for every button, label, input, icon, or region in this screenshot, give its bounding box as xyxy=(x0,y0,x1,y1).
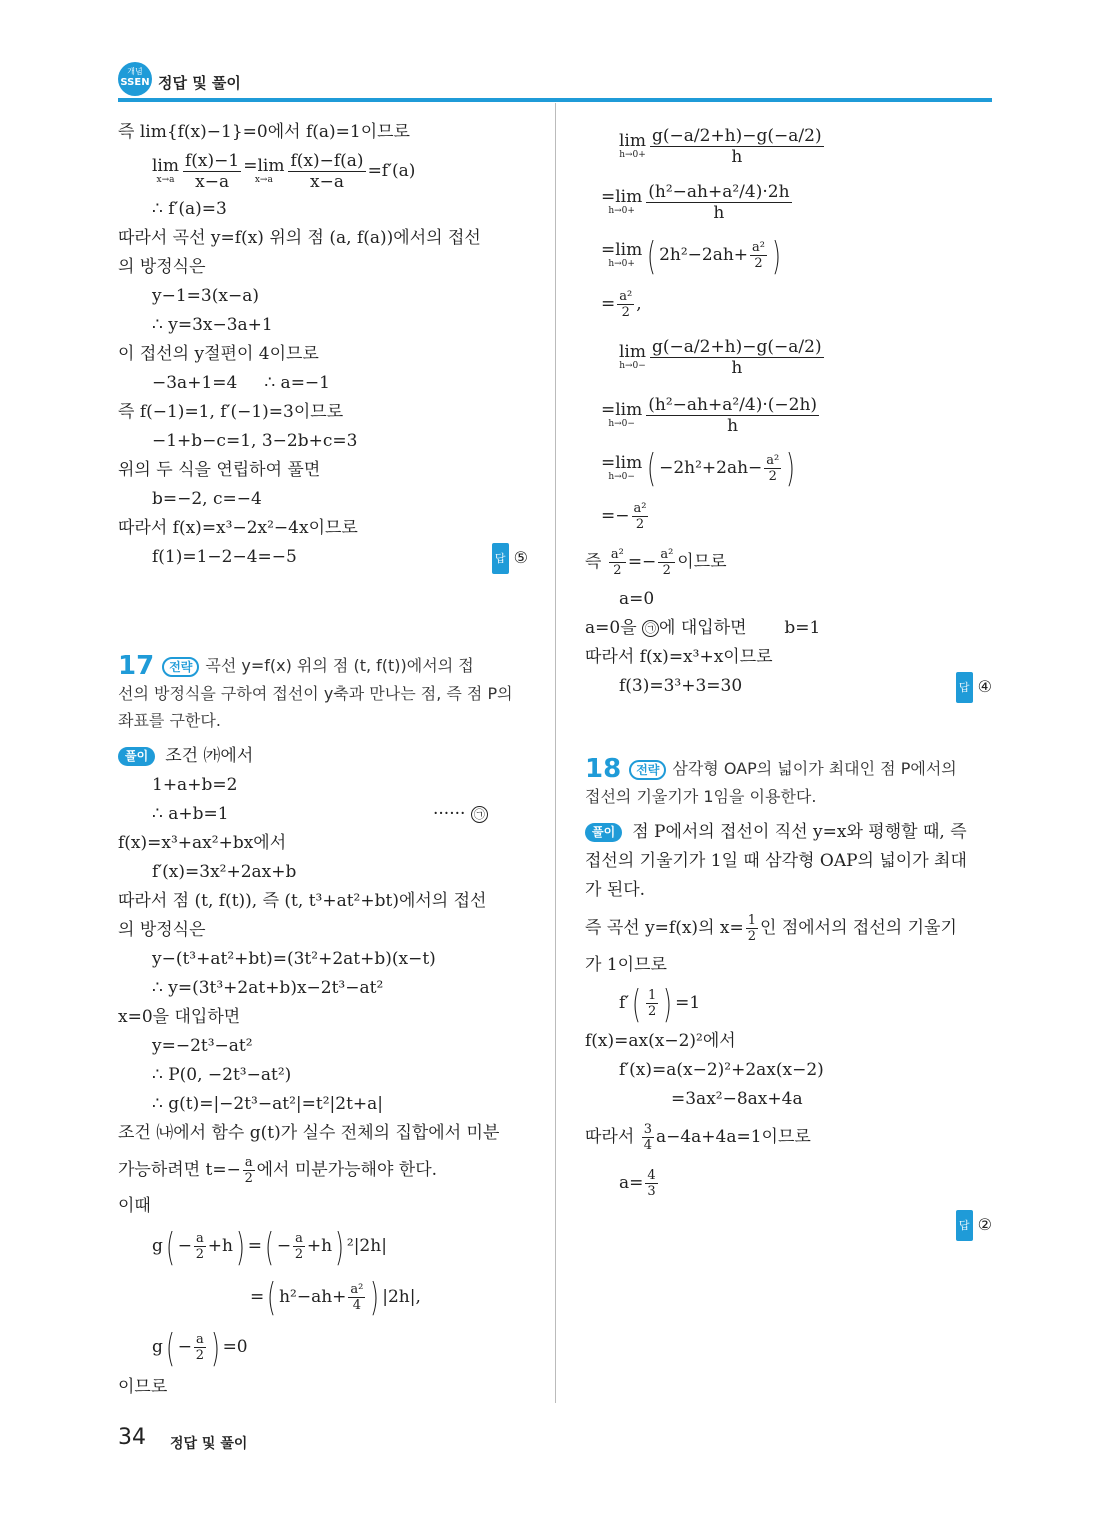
text: g xyxy=(152,1236,163,1256)
right-line-13 xyxy=(585,672,992,701)
fraction xyxy=(617,289,634,320)
numerator: a² xyxy=(350,1281,364,1297)
p18-line-11 xyxy=(585,1160,992,1206)
text: |2h|, xyxy=(382,1286,421,1307)
denominator: 2 xyxy=(754,256,763,271)
denominator: 2 xyxy=(768,468,777,484)
numerator: 4 xyxy=(647,1167,656,1183)
p17-line-11: y=−2t³−at² xyxy=(152,1036,253,1056)
denominator: 4 xyxy=(643,1137,652,1153)
p17-line-7: 의 방정식은 xyxy=(118,920,206,940)
numerator: a² xyxy=(752,240,766,255)
text: 에서 미분가능해야 한다. xyxy=(256,1160,438,1180)
fraction xyxy=(646,182,791,223)
text: − xyxy=(177,1337,192,1357)
numerator: a² xyxy=(610,547,624,562)
left-line-9: −3a+1=4 ∴ a=−1 xyxy=(152,373,330,393)
limit xyxy=(601,399,643,429)
right-line-1 xyxy=(585,118,992,174)
problem-number: 17 xyxy=(118,651,155,681)
right-line-11 xyxy=(585,614,992,643)
equation-marker xyxy=(433,800,488,829)
text: +h xyxy=(207,1236,233,1256)
answer-value: ④ xyxy=(977,677,992,696)
right-line-8 xyxy=(585,493,992,539)
fraction xyxy=(288,151,365,192)
limit xyxy=(601,452,643,482)
fraction xyxy=(658,547,675,578)
text: f(1)=1−2−4=−5 xyxy=(152,547,297,567)
header-title: 정답 및 풀이 xyxy=(158,74,241,92)
left-line-2 xyxy=(118,147,528,195)
text: 에 대입하면 b=1 xyxy=(659,618,821,638)
text: = xyxy=(601,293,616,314)
spacer xyxy=(118,572,528,652)
lim-word: =lim xyxy=(601,452,643,473)
page-header xyxy=(118,60,992,102)
p18-line-10 xyxy=(585,1114,992,1160)
text: f′ xyxy=(619,993,630,1013)
paren-close: ) xyxy=(786,446,796,490)
problem-17-strategy xyxy=(118,652,528,734)
denominator: 2 xyxy=(662,563,671,578)
left-line-4: 따라서 곡선 y=f(x) 위의 점 (a, f(a))에서의 접선 xyxy=(118,228,481,248)
text: 곡선 y=f(x) 위의 점 (t, f(t))에서의 접 xyxy=(205,656,474,675)
lim-word: =lim xyxy=(243,156,285,176)
paren-open: ( xyxy=(267,1275,277,1319)
lim-sub: x→a xyxy=(254,175,273,185)
answer-label: 답 xyxy=(956,1210,973,1241)
fraction xyxy=(642,1122,654,1153)
p17-line-3 xyxy=(118,800,528,829)
p17-line-18 xyxy=(118,1272,528,1323)
left-line-15 xyxy=(118,543,528,572)
p17-line-13: ∴ g(t)=|−2t³−at²|=t²|2t+a| xyxy=(152,1094,384,1114)
denominator: h xyxy=(713,203,725,223)
answer-badge xyxy=(956,1210,992,1241)
numerator: a² xyxy=(766,452,780,468)
lim-sub: h→0− xyxy=(619,360,646,371)
paren-close: ) xyxy=(210,1325,220,1370)
text: =− xyxy=(601,506,630,526)
limit xyxy=(601,242,642,269)
limit xyxy=(601,189,642,216)
text: 점 P에서의 접선이 직선 y=x와 평행할 때, 즉 xyxy=(632,822,967,842)
p18-line-9: =3ax²−8ax+4a xyxy=(671,1088,803,1109)
p17-line-15 xyxy=(118,1148,528,1192)
limit xyxy=(619,341,646,371)
lim-word: =lim xyxy=(601,240,643,260)
right-column xyxy=(585,118,992,1234)
strategy-tag: 전략 xyxy=(162,657,199,677)
left-line-6: y−1=3(x−a) xyxy=(152,286,259,306)
text: a=0을 xyxy=(585,618,637,638)
fraction xyxy=(746,913,758,944)
paren-open: ( xyxy=(165,1224,175,1269)
numerator: f(x)−f(a) xyxy=(290,151,364,171)
text: 즉 xyxy=(585,552,602,572)
answer-value: ② xyxy=(977,1214,992,1234)
answer-label: 답 xyxy=(492,543,509,574)
fraction xyxy=(194,1231,206,1262)
left-line-3: ∴ f′(a)=3 xyxy=(152,199,227,219)
limit xyxy=(243,158,284,185)
logo-line2: SSEN xyxy=(120,77,150,88)
numerator: g(−a/2+h)−g(−a/2) xyxy=(652,126,822,146)
limit xyxy=(152,158,179,185)
logo-line1: 개념 xyxy=(127,67,143,76)
text: a−4a+4a=1이므로 xyxy=(655,1126,811,1147)
right-line-5 xyxy=(585,327,992,387)
numerator: a² xyxy=(660,547,674,562)
p18-line-4 xyxy=(585,905,992,951)
left-line-5: 의 방정식은 xyxy=(118,257,206,277)
p18-line-3: 가 된다. xyxy=(585,880,646,900)
p17-line-8: y−(t³+at²+bt)=(3t²+2at+b)(x−t) xyxy=(152,949,436,969)
right-line-3 xyxy=(585,230,992,281)
numerator: a xyxy=(244,1155,253,1170)
paren-open: ( xyxy=(632,981,642,1026)
p17-line-10: x=0을 대입하면 xyxy=(118,1007,241,1027)
text: f(3)=3³+3=30 xyxy=(619,676,743,696)
text: =f′(a) xyxy=(367,161,416,181)
numerator: a xyxy=(195,1332,204,1347)
lim-sub: h→0− xyxy=(608,471,635,482)
numerator: 1 xyxy=(647,988,657,1003)
p17-line-9: ∴ y=(3t³+2at+b)x−2t³−at² xyxy=(152,978,384,998)
lim-word: lim xyxy=(619,131,646,151)
denominator: x−a xyxy=(310,172,344,192)
denominator: 2 xyxy=(621,304,630,320)
answer-label: 답 xyxy=(956,672,973,703)
answer-value: ⑤ xyxy=(513,548,528,567)
text: − xyxy=(276,1236,292,1256)
text: 즉 lim{f(x)−1}=0에서 f(a)=1이므로 xyxy=(118,122,410,142)
lim-sub: x→a xyxy=(156,175,175,185)
numerator: a xyxy=(295,1231,303,1246)
text: = xyxy=(250,1286,265,1307)
circled-label: ㉠ xyxy=(471,806,488,823)
denominator: x−a xyxy=(195,172,230,192)
right-line-2 xyxy=(585,174,992,230)
circled-label: ㉠ xyxy=(642,620,659,637)
answer-badge xyxy=(956,672,992,703)
right-line-6 xyxy=(585,387,992,443)
denominator: 2 xyxy=(747,929,757,944)
paren-close: ) xyxy=(335,1224,344,1269)
p17-line-1 xyxy=(118,742,528,771)
lim-word: lim xyxy=(619,341,646,362)
numerator: g(−a/2+h)−g(−a/2) xyxy=(652,336,822,357)
page-number: 34 xyxy=(118,1425,146,1450)
text: 2h²−2ah+ xyxy=(659,245,749,265)
text: 좌표를 구한다. xyxy=(118,711,221,730)
lim-word: lim xyxy=(152,156,179,176)
p17-line-5: f′(x)=3x²+2ax+b xyxy=(152,862,297,882)
denominator: 2 xyxy=(244,1171,253,1186)
header-rule xyxy=(118,98,992,102)
text: =1 xyxy=(675,993,701,1013)
p17-line-20: 이므로 xyxy=(118,1376,168,1397)
paren-open: ( xyxy=(264,1224,274,1269)
fraction xyxy=(646,395,819,436)
text: 삼각형 OAP의 넓이가 최대인 점 P에서의 xyxy=(672,759,957,778)
fraction xyxy=(632,501,649,532)
p18-line-5: 가 1이므로 xyxy=(585,955,667,975)
text: 즉 곡선 y=f(x)의 x= xyxy=(585,918,744,938)
numerator: 1 xyxy=(747,913,757,928)
numerator: a² xyxy=(619,288,633,304)
fraction xyxy=(243,1155,255,1186)
solution-tag: 풀이 xyxy=(118,747,155,766)
lim-word: =lim xyxy=(601,187,643,207)
dots: ······ xyxy=(433,804,466,824)
problem-18-strategy xyxy=(585,755,992,810)
text: 조건 ㈎에서 xyxy=(165,746,254,766)
p17-line-12: ∴ P(0, −2t³−at²) xyxy=(152,1065,292,1085)
fraction xyxy=(194,1332,206,1363)
left-line-10: 즉 f(−1)=1, f′(−1)=3이므로 xyxy=(118,402,344,422)
text: ∴ a+b=1 xyxy=(152,804,229,824)
denominator: 2 xyxy=(635,517,645,532)
p17-line-19 xyxy=(118,1322,528,1373)
paren-close: ) xyxy=(663,981,673,1026)
limit xyxy=(619,133,646,160)
text: 선의 방정식을 구하여 접선이 y축과 만나는 점, 즉 점 P의 xyxy=(118,684,513,703)
left-column xyxy=(118,118,528,1402)
p17-line-17 xyxy=(118,1221,528,1272)
denominator: h xyxy=(731,357,743,378)
left-line-1 xyxy=(118,118,528,147)
p17-line-2: 1+a+b=2 xyxy=(152,775,238,795)
right-line-4 xyxy=(585,281,992,327)
fraction xyxy=(348,1282,365,1313)
text: = xyxy=(247,1236,263,1256)
paren-close: ) xyxy=(235,1224,245,1269)
left-line-7: ∴ y=3x−3a+1 xyxy=(152,315,273,335)
paren-close: ) xyxy=(370,1275,380,1319)
text: 가능하려면 t=− xyxy=(118,1160,241,1180)
fraction xyxy=(650,337,824,378)
p17-line-16: 이때 xyxy=(118,1196,151,1216)
right-line-10: a=0 xyxy=(619,589,655,609)
text: =− xyxy=(627,552,657,572)
p18-line-8: f′(x)=a(x−2)²+2ax(x−2) xyxy=(619,1059,824,1080)
numerator: (h²−ah+a²/4)·(−2h) xyxy=(648,394,818,415)
text: 이므로 xyxy=(677,552,727,572)
p17-line-14: 조건 ㈏에서 함수 g(t)가 실수 전체의 집합에서 미분 xyxy=(118,1123,500,1143)
left-line-14: 따라서 f(x)=x³−2x²−4x이므로 xyxy=(118,518,358,538)
solution-tag: 풀이 xyxy=(585,823,622,842)
fraction xyxy=(764,453,781,484)
text: 접선의 기울기가 1임을 이용한다. xyxy=(585,787,817,806)
answer-badge xyxy=(492,543,528,574)
numerator: f(x)−1 xyxy=(185,151,240,171)
fraction xyxy=(293,1231,305,1262)
denominator: h xyxy=(731,147,743,167)
p17-line-4: f(x)=x³+ax²+bx에서 xyxy=(118,833,287,853)
paren-open: ( xyxy=(647,233,657,278)
p18-line-6 xyxy=(585,980,992,1027)
text: ²|2h| xyxy=(346,1236,387,1256)
paren-open: ( xyxy=(165,1325,175,1370)
text: =0 xyxy=(222,1337,248,1357)
text: +h xyxy=(306,1236,333,1256)
footer-title: 정답 및 풀이 xyxy=(170,1436,248,1452)
text: − xyxy=(177,1236,192,1256)
lim-sub: h→0+ xyxy=(608,206,635,216)
denominator: 2 xyxy=(195,1348,204,1363)
brand-logo xyxy=(118,62,152,96)
fraction xyxy=(183,151,241,192)
text: −2h²+2ah− xyxy=(659,457,763,478)
fraction xyxy=(609,547,626,578)
text: h²−ah+ xyxy=(279,1286,347,1307)
p17-line-6: 따라서 점 (t, f(t)), 즉 (t, t³+at²+bt)에서의 접선 xyxy=(118,891,487,911)
paren-close: ) xyxy=(771,233,781,278)
fraction xyxy=(650,126,824,167)
p18-line-1 xyxy=(585,818,992,847)
left-line-13: b=−2, c=−4 xyxy=(152,489,262,509)
right-line-7 xyxy=(585,443,992,494)
text: , xyxy=(636,293,642,314)
text: 인 점에서의 접선의 기울기 xyxy=(760,918,957,938)
paren-open: ( xyxy=(647,446,657,490)
left-line-11: −1+b−c=1, 3−2b+c=3 xyxy=(152,431,358,451)
text: a= xyxy=(619,1172,644,1193)
fraction xyxy=(646,988,658,1019)
denominator: 2 xyxy=(647,1004,657,1019)
spacer xyxy=(585,701,992,755)
right-line-12: 따라서 f(x)=x³+x이므로 xyxy=(585,647,773,667)
fraction xyxy=(750,240,767,271)
left-line-12: 위의 두 식을 연립하여 풀면 xyxy=(118,460,321,480)
numerator: (h²−ah+a²/4)·2h xyxy=(648,182,790,202)
strategy-tag: 전략 xyxy=(629,760,666,780)
lim-sub: h→0+ xyxy=(619,150,646,160)
column-divider xyxy=(555,103,556,1403)
problem-number: 18 xyxy=(585,754,622,784)
p18-line-7: f(x)=ax(x−2)²에서 xyxy=(585,1030,736,1051)
numerator: a² xyxy=(633,501,647,516)
lim-sub: h→0+ xyxy=(608,259,635,269)
denominator: 4 xyxy=(352,1297,362,1313)
right-line-9 xyxy=(585,539,992,585)
p18-line-2: 접선의 기울기가 1일 때 삼각형 OAP의 넓이가 최대 xyxy=(585,851,967,871)
text: g xyxy=(152,1337,163,1357)
left-line-8: 이 접선의 y절편이 4이므로 xyxy=(118,344,319,364)
numerator: 3 xyxy=(643,1121,652,1137)
text: 따라서 xyxy=(585,1126,635,1147)
fraction xyxy=(645,1168,657,1199)
denominator: 2 xyxy=(195,1247,204,1262)
denominator: 3 xyxy=(647,1183,656,1199)
denominator: h xyxy=(727,415,739,436)
denominator: 2 xyxy=(294,1247,304,1262)
denominator: 2 xyxy=(613,563,622,578)
numerator: a xyxy=(195,1231,204,1246)
lim-sub: h→0− xyxy=(608,418,635,429)
lim-word: =lim xyxy=(601,399,643,420)
